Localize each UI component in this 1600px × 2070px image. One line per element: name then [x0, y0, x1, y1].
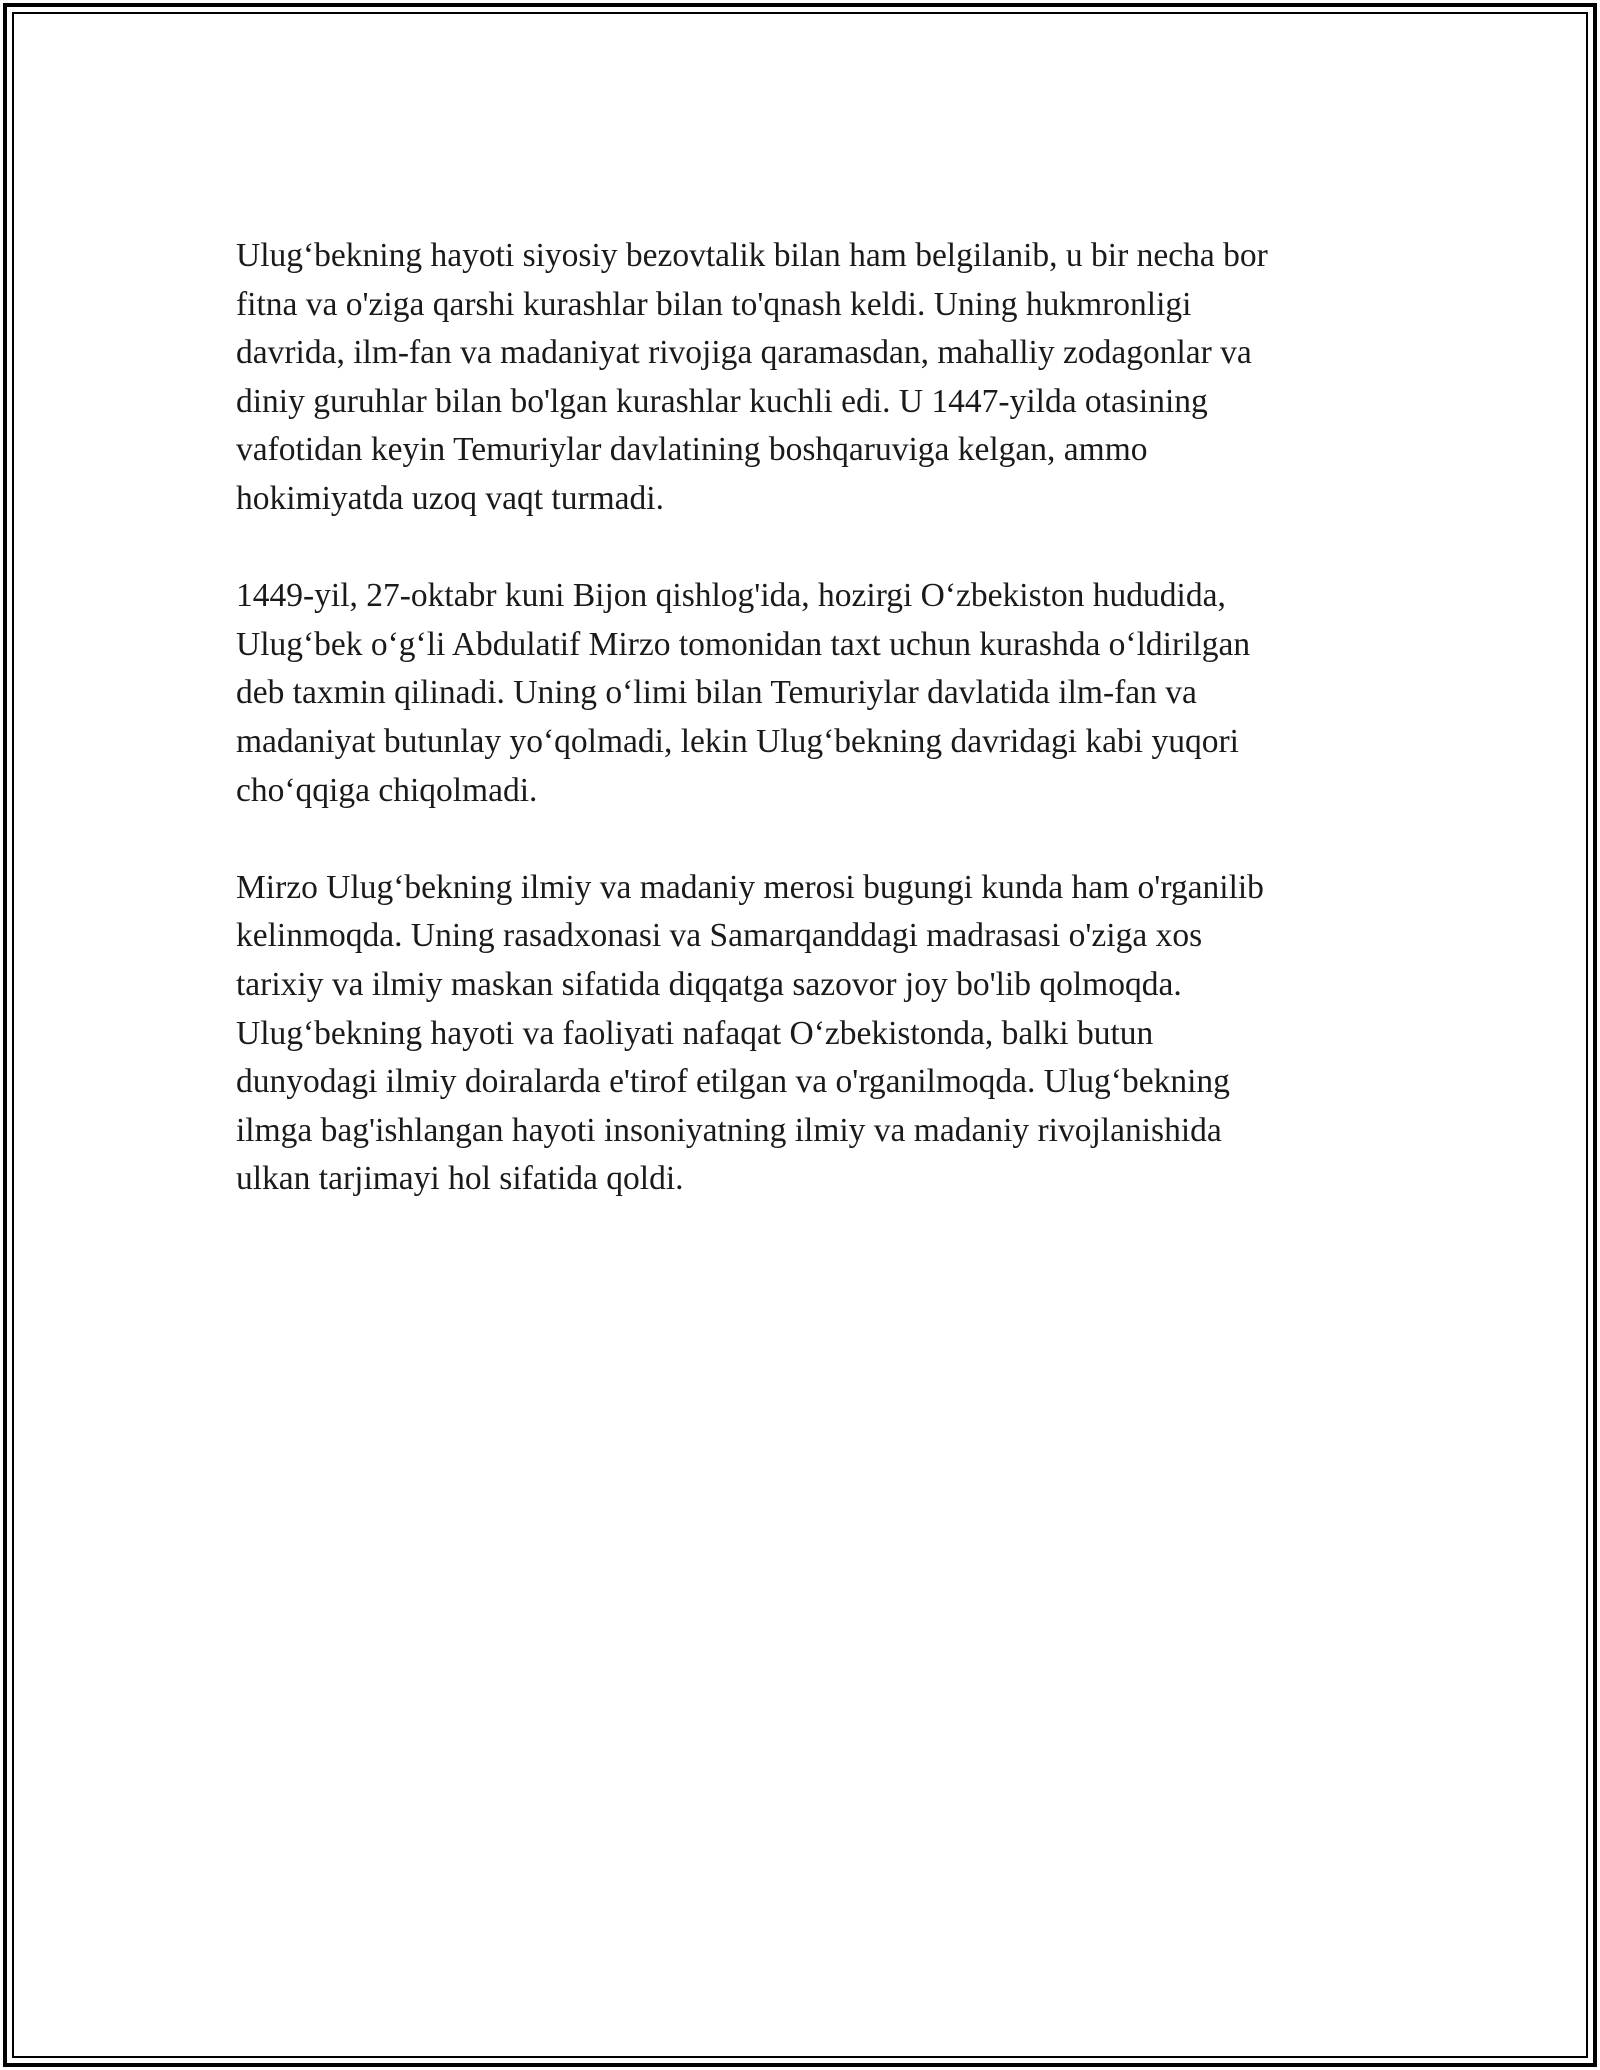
text-line: dunyodagi ilmiy doiralarda e'tirof etilgan va o'rganilmoqda. Ulug‘bekning	[236, 1063, 1230, 1101]
text-line: diniy guruhlar bilan bo'lgan kurashlar kuchli edi. U 1447-yilda otasining	[236, 382, 1208, 420]
text-line: Ulug‘bekning hayoti va faoliyati nafaqat O‘zbekistonda, balki butun	[236, 1014, 1154, 1052]
text-line: 1449-yil, 27-oktabr kuni Bijon qishlog'ida, hozirgi O‘zbekiston hududida,	[236, 577, 1226, 615]
text-line: tarixiy va ilmiy maskan sifatida diqqatga sazovor joy bo'lib qolmoqda.	[236, 965, 1182, 1003]
document-body	[236, 232, 1376, 1252]
text-line: cho‘qqiga chiqolmadi.	[236, 771, 538, 809]
paragraph-3	[236, 864, 1376, 1204]
text-line: deb taxmin qilinadi. Uning o‘limi bilan Temuriylar davlatida ilm-fan va	[236, 674, 1197, 712]
text-line: hokimiyatda uzoq vaqt turmadi.	[236, 479, 664, 517]
text-line: davrida, ilm-fan va madaniyat rivojiga qaramasdan, mahalliy zodagonlar va	[236, 334, 1252, 372]
text-line: fitna va o'ziga qarshi kurashlar bilan to'qnash keldi. Uning hukmronligi	[236, 285, 1192, 323]
text-line: kelinmoqda. Uning rasadxonasi va Samarqanddagi madrasasi o'ziga xos	[236, 917, 1203, 955]
paragraph-1	[236, 232, 1376, 524]
paragraph-2	[236, 572, 1376, 815]
text-line: Ulug‘bekning hayoti siyosiy bezovtalik bilan ham belgilanib, u bir necha bor	[236, 237, 1268, 274]
text-line: vafotidan keyin Temuriylar davlatining boshqaruviga kelgan, ammo	[236, 431, 1148, 469]
text-line: ulkan tarjimayi hol sifatida qoldi.	[236, 1160, 684, 1198]
text-line: ilmga bag'ishlangan hayoti insoniyatning ilmiy va madaniy rivojlanishida	[236, 1111, 1222, 1149]
text-line: Ulug‘bek o‘g‘li Abdulatif Mirzo tomonidan taxt uchun kurashda o‘ldirilgan	[236, 625, 1251, 663]
text-line: madaniyat butunlay yo‘qolmadi, lekin Ulug‘bekning davridagi kabi yuqori	[236, 722, 1239, 760]
text-line: Mirzo Ulug‘bekning ilmiy va madaniy merosi bugungi kunda ham o'rganilib	[236, 868, 1264, 906]
